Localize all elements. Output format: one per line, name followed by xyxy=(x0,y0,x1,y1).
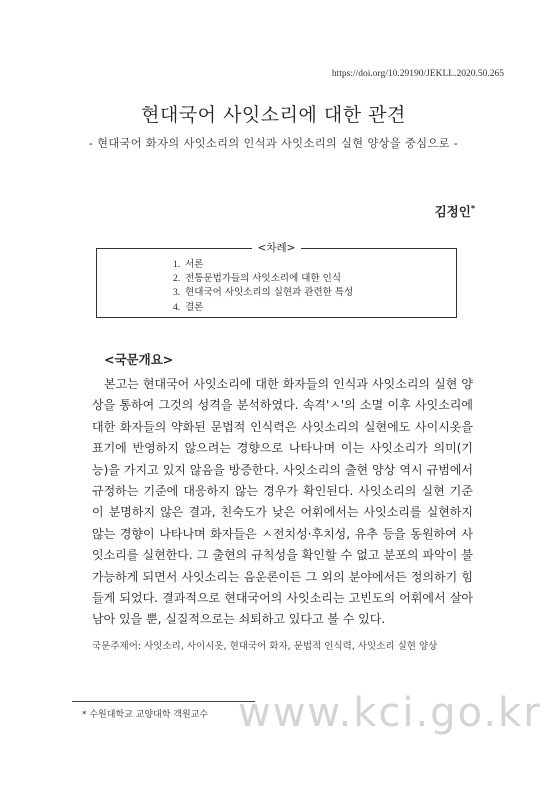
toc-item xyxy=(173,301,353,315)
toc-item-number: 2. xyxy=(173,274,181,285)
toc-item-label: 현대국어 사잇소리의 실현과 관련한 특성 xyxy=(185,287,354,299)
abstract-body: 본고는 현대국어 사잇소리에 대한 화자들의 인식과 사잇소리의 실현 양상을 통하여 그것의 성격을 분석하였다. 속격'ㅅ'의 소멸 이후 사잇소리에 대한 화자들의 약화된 문법적 인식력은 사잇소리의 실현에도 사이시옷을 표기에 반영하지 않으려는 경향으로 나타나며 이는 사잇소리가 의미(기능)을 가지고 있지 않음을 방증한다. 사잇소리의 출현 양상 역시 규범에서 규정하는 기준에 대응하지 않는 경우가 확인된다. 사잇소리의 실현 기준이 분명하지 않은 결과, 친숙도가 낮은 어휘에서는 사잇소리를 실현하지 않는 경향이 나타나며 화자들은 ㅅ전치성·후치성, 유추 등을 동원하여 사잇소리를 실현한다. 그 출현의 규칙성을 확인할 수 없고 분포의 파악이 불가능하게 되면서 사잇소리는 음운론이든 그 외의 분야에서든 정의하기 힘들게 되었다. 결과적으로 현대국어의 사잇소리는 고빈도의 어휘에서 살아남아 있을 뿐, 실질적으로는 쇠퇴하고 있다고 볼 수 있다. xyxy=(92,377,473,627)
abstract-heading: <국문개요> xyxy=(104,352,174,367)
author-footnote-mark: * xyxy=(470,203,475,213)
toc-list xyxy=(173,258,353,315)
keywords-line: 국문주제어: 사잇소리, 사이시옷, 현대국어 화자, 문법적 인식력, 사잇소리 실현 양상 xyxy=(92,641,438,652)
toc-item-label: 전통문법가들의 사잇소리에 대한 인식 xyxy=(185,273,342,285)
toc-item-number: 3. xyxy=(173,288,181,299)
toc-item-number: 1. xyxy=(173,260,181,270)
toc-item xyxy=(173,286,353,300)
toc-item-label: 서론 xyxy=(185,259,204,270)
author-affiliation-footnote: * 수원대학교 교양대학 객원교수 xyxy=(82,710,209,720)
toc-heading-text: <차례> xyxy=(252,242,302,254)
toc-item-number: 4. xyxy=(173,302,181,313)
table-of-contents xyxy=(96,242,457,318)
kci-watermark: www.kci.go.kr xyxy=(238,690,542,736)
paper-title: 현대국어 사잇소리에 대한 관견 xyxy=(141,104,406,126)
toc-item xyxy=(173,272,353,286)
toc-item-label: 결론 xyxy=(185,301,204,313)
toc-item xyxy=(173,258,353,272)
author-name xyxy=(435,202,475,220)
toc-heading xyxy=(97,240,456,255)
author-name-text: 김정인 xyxy=(434,204,471,219)
footnote-divider xyxy=(72,701,255,702)
paper-subtitle: - 현대국어 화자의 사잇소리의 인식과 사잇소리의 실현 양상을 중심으로 - xyxy=(88,137,459,150)
doi-link[interactable]: https://doi.org/10.29190/JEKLL.2020.50.265 xyxy=(331,69,504,79)
